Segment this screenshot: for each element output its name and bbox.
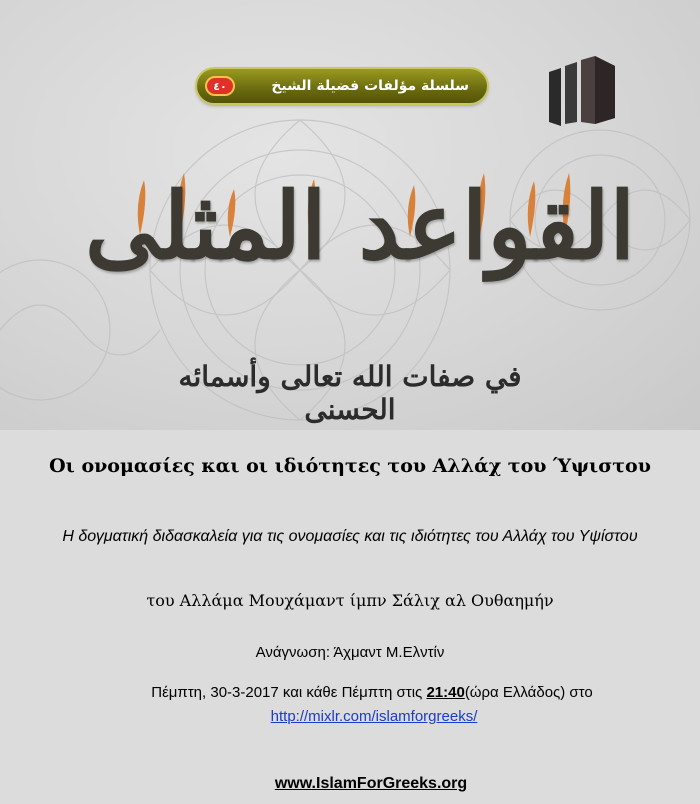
series-label: سلسلة مؤلفات فضيلة الشيخ (271, 78, 469, 94)
arabic-book-title: القواعد المثلى (84, 172, 636, 280)
reader-line: Ανάγνωση: Άχμαντ Μ.Ελντίν (255, 644, 445, 661)
stream-link-line (0, 708, 700, 725)
mixlr-link[interactable]: http://mixlr.com/islamforgreeks/ (270, 708, 478, 725)
greek-main-title: Οι ονομασίες και οι ιδιότητες του Αλλάχ του Ύψιστου (49, 455, 651, 477)
schedule-suffix: (ώρα Ελλάδος) στο (464, 684, 593, 701)
schedule-time: 21:40 (426, 684, 465, 701)
arabic-book-subtitle: في صفات الله تعالى وأسمائه الحسنى (178, 360, 522, 426)
website-link[interactable]: www.IslamForGreeks.org (274, 775, 468, 792)
schedule-prefix: Πέμπτη, 30-3-2017 και κάθε Πέμπτη στις (151, 684, 427, 701)
website-line (0, 775, 700, 793)
books-logo-icon (543, 50, 623, 130)
greek-subtitle: Η δογματική διδασκαλεία για τις ονομασίες και τις ιδιότητες του Αλλάχ του Υψίστου (62, 528, 638, 545)
series-banner (197, 69, 487, 103)
series-number-badge: ٤٠ (205, 76, 235, 96)
author-line: του Αλλάμα Μουχάμαντ ίμπν Σάλιχ αλ Ουθαημήν (146, 591, 554, 610)
schedule-line (0, 684, 700, 701)
